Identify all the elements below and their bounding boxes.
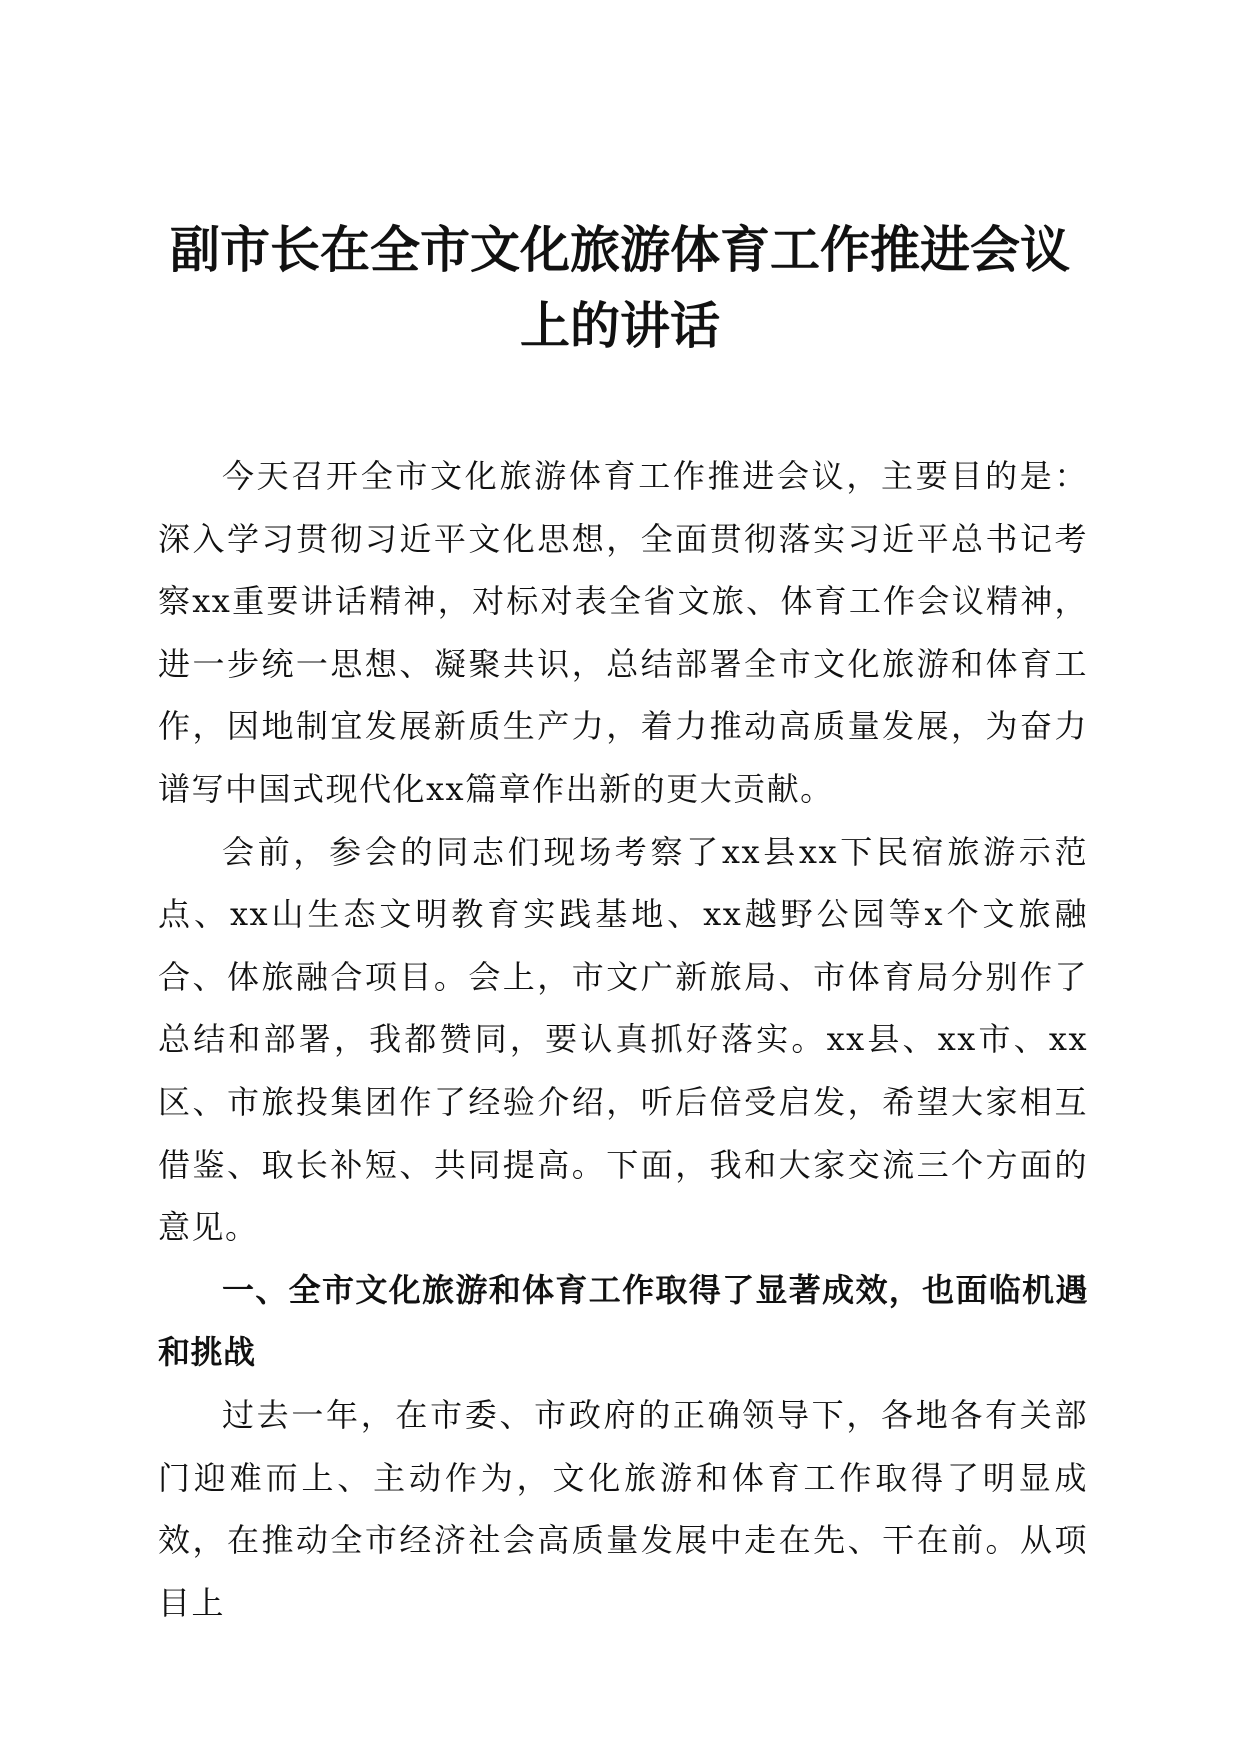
paragraph-meeting: 会前，参会的同志们现场考察了xx县xx下民宿旅游示范点、xx山生态文明教育实践基地、xx越野公园等x个文旅融合、体旅融合项目。会上，市文广新旅局、市体育局分别作了总结和部署，我都赞同，要认真抓好落实。xx县、xx市、xx区、市旅投集团作了经验介绍，听后倍受启发，希望大家相互借鉴、取长补短、共同提高。下面，我和大家交流三个方面的意见。 bbox=[158, 832, 1088, 1247]
document-title: 副市长在全市文化旅游体育工作推进会议上的讲话 bbox=[170, 220, 1070, 355]
document-body bbox=[158, 445, 1088, 1634]
section-heading-1: 一、全市文化旅游和体育工作取得了显著成效，也面临机遇和挑战 bbox=[158, 1270, 1088, 1372]
paragraph-intro: 今天召开全市文化旅游体育工作推进会议，主要目的是：深入学习贯彻习近平文化思想，全面贯彻落实习近平总书记考察xx重要讲话精神，对标对表全省文旅、体育工作会议精神，进一步统一思想、凝聚共识，总结部署全市文化旅游和体育工作，因地制宜发展新质生产力，着力推动高质量发展，为奋力谱写中国式现代化xx篇章作出新的更大贡献。 bbox=[158, 457, 1088, 808]
paragraph-past-year: 过去一年，在市委、市政府的正确领导下，各地各有关部门迎难而上、主动作为，文化旅游和体育工作取得了明显成效，在推动全市经济社会高质量发展中走在先、干在前。从项目上 bbox=[158, 1395, 1088, 1622]
